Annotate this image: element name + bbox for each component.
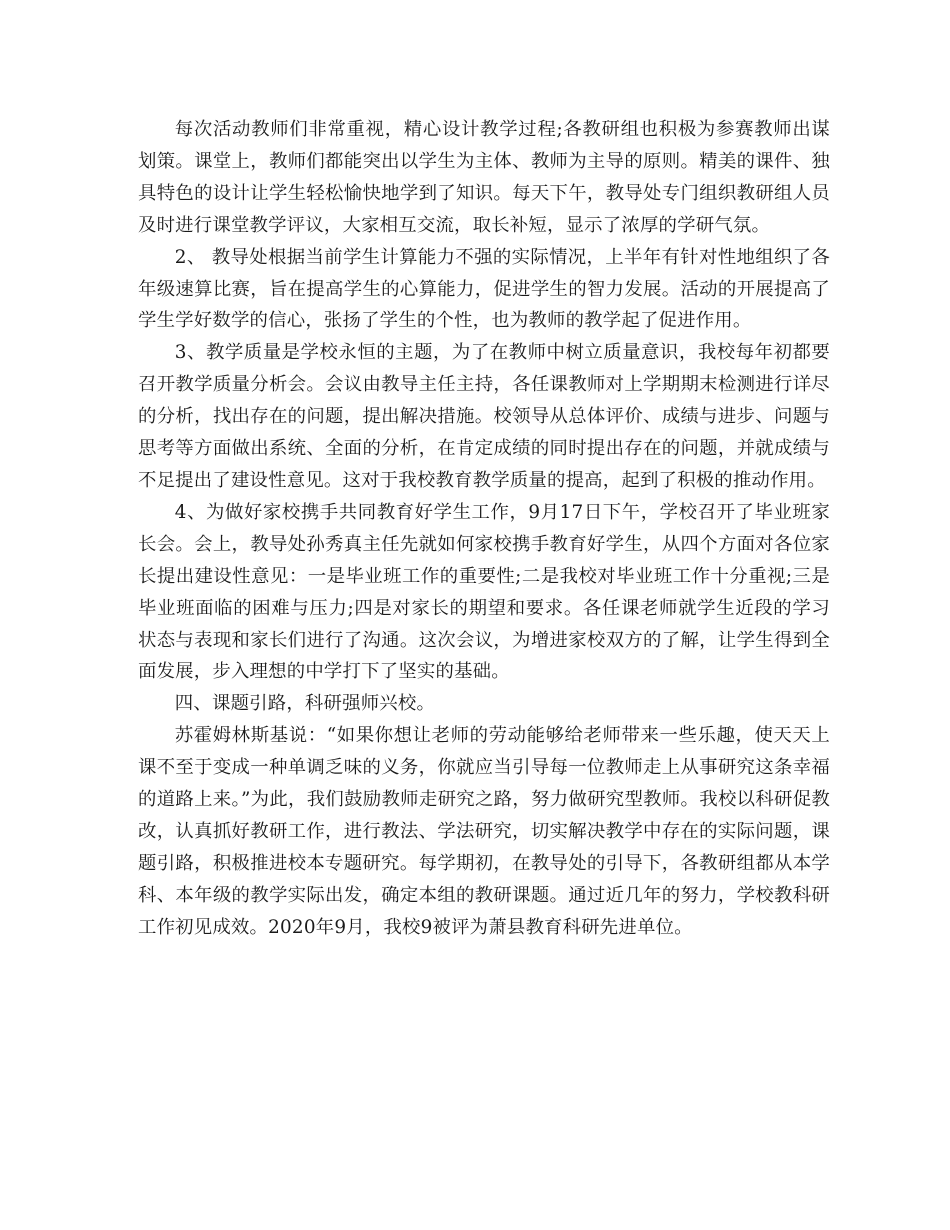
document-body [138, 114, 830, 944]
paragraph-speed-math-contest: 2、 教导处根据当前学生计算能力不强的实际情况，上半年有针对性地组织了各年级速算比赛，旨在提高学生的心算能力，促进学生的智力发展。活动的开展提高了学生学好数学的信心，张扬了学生的个性，也为教师的教学起了促进作用。 [138, 246, 830, 332]
paragraph-activity-summary: 每次活动教师们非常重视，精心设计教学过程;各教研组也积极为参赛教师出谋划策。课堂上，教师们都能突出以学生为主体、教师为主导的原则。精美的课件、独具特色的设计让学生轻松愉快地学到了知识。每天下午，教导处专门组织教研组人员及时进行课堂教学评议，大家相互交流，取长补短，显示了浓厚的学研气氛。 [138, 119, 830, 236]
section-heading-research: 四、课题引路，科研强师兴校。 [174, 693, 436, 715]
paragraph-quality-analysis: 3、教学质量是学校永恒的主题，为了在教师中树立质量意识，我校每年初都要召开教学质量分析会。会议由教导主任主持，各任课教师对上学期期末检测进行详尽的分析，找出存在的问题，提出解决措施。校领导从总体评价、成绩与进步、问题与思考等方面做出系统、全面的分析，在肯定成绩的同时提出存在的问题，并就成绩与不足提出了建设性意见。这对于我校教育教学质量的提高，起到了积极的推动作用。 [138, 342, 830, 491]
paragraph-parents-meeting: 4、为做好家校携手共同教育好学生工作，9月17日下午，学校召开了毕业班家长会。会上，教导处孙秀真主任先就如何家校携手教育好学生，从四个方面对各位家长提出建设性意见：一是毕业班工作的重要性;二是我校对毕业班工作十分重视;三是毕业班面临的困难与压力;四是对家长的期望和要求。各任课老师就学生近段的学习状态与表现和家长们进行了沟通。这次会议，为增进家校双方的了解，让学生得到全面发展，步入理想的中学打下了坚实的基础。 [138, 501, 830, 683]
paragraph-research-work: 苏霍姆林斯基说：“如果你想让老师的劳动能够给老师带来一些乐趣，使天天上课不至于变成一种单调乏味的义务，你就应当引导每一位教师走上从事研究这条幸福的道路上来。”为此，我们鼓励教师走研究之路，努力做研究型教师。我校以科研促教改，认真抓好教研工作，进行教法、学法研究，切实解决教学中存在的实际问题，课题引路，积极推进校本专题研究。每学期初，在教导处的引导下，各教研组都从本学科、本年级的教学实际出发，确定本组的教研课题。通过近几年的努力，学校教科研工作初见成效。2020年9月，我校9被评为萧县教育科研先进单位。 [138, 725, 830, 938]
